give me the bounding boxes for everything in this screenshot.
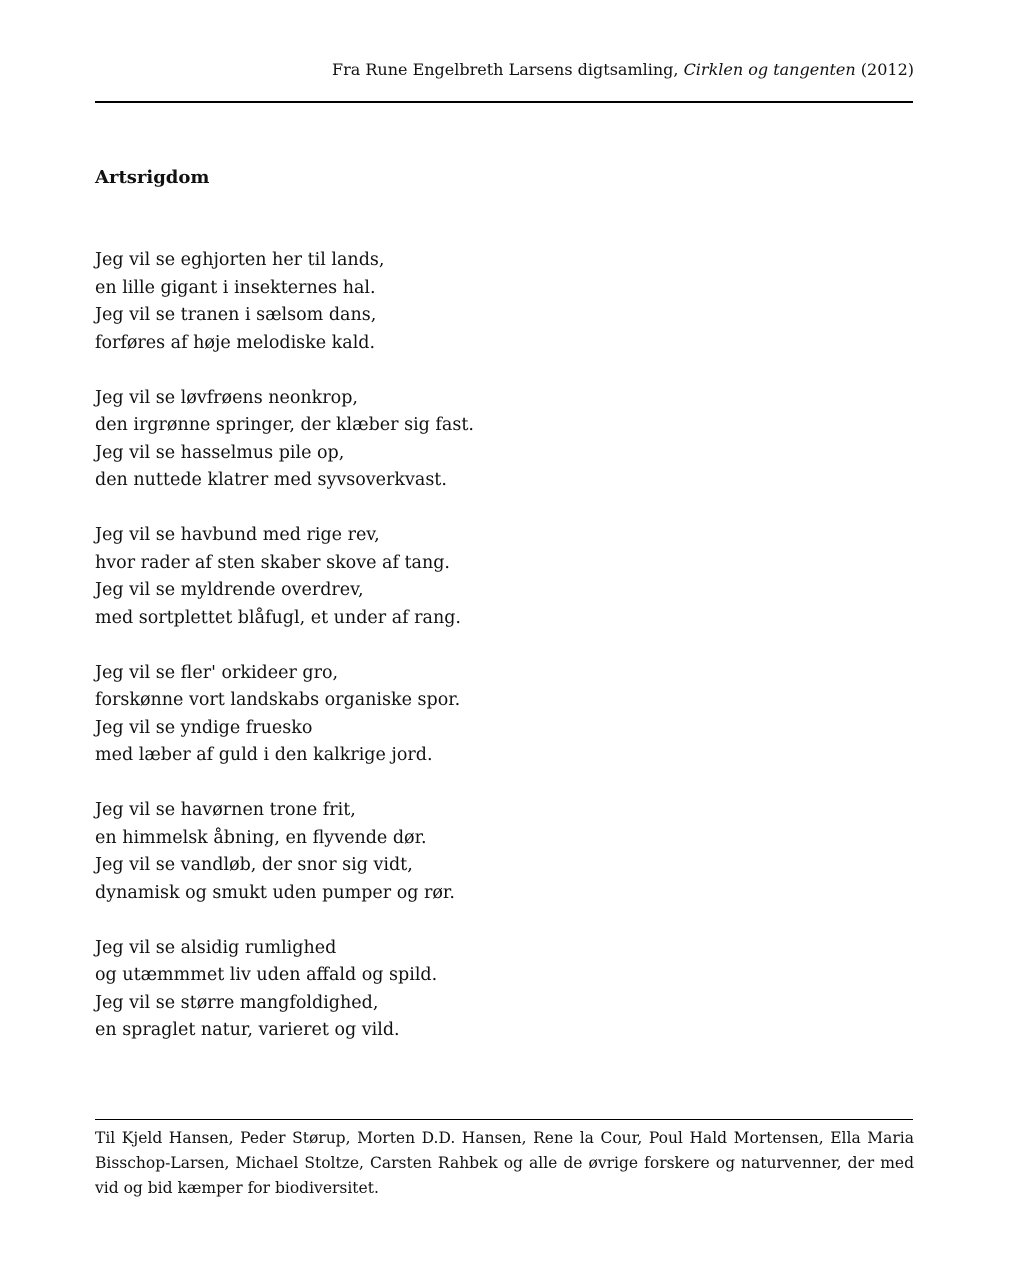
- header-divider: [95, 101, 913, 103]
- stanza: [95, 522, 695, 632]
- poem-line: Jeg vil se havørnen trone frit,: [95, 800, 356, 820]
- dedication-note: Til Kjeld Hansen, Peder Størup, Morten D.D. Hansen, Rene la Cour, Poul Hald Mortensen, Ella Maria Bisschop-Larsen, Michael Stoltze, Carsten Rahbek og alle de øvrige forskere og naturvenner, der med vid og bid kæmper for biodiversitet.: [95, 1129, 914, 1197]
- poem-line: Jeg vil se eghjorten her til lands,: [95, 250, 385, 270]
- poem-line: og utæmmmet liv uden affald og spild.: [95, 965, 438, 985]
- poem-line: en spraglet natur, varieret og vild.: [95, 1020, 400, 1040]
- poem-line: Jeg vil se vandløb, der snor sig vidt,: [95, 855, 413, 875]
- poem-line: Jeg vil se løvfrøens neonkrop,: [95, 387, 358, 408]
- poem-line: en himmelsk åbning, en flyvende dør.: [95, 827, 427, 848]
- book-title: Cirklen og tangenten: [683, 60, 856, 79]
- poem-line: forføres af høje melodiske kald.: [95, 332, 376, 353]
- footer-divider: [95, 1119, 913, 1120]
- poem-line: med sortplettet blåfugl, et under af rang.: [95, 607, 461, 628]
- poem-line: Jeg vil se større mangfoldighed,: [95, 992, 379, 1013]
- poem-line: forskønne vort landskabs organiske spor.: [95, 690, 461, 710]
- poem-line: Jeg vil se havbund med rige rev,: [95, 525, 380, 545]
- poem-line: Jeg vil se yndige fruesko: [95, 717, 313, 738]
- poem-line: Jeg vil se hasselmus pile op,: [95, 442, 345, 463]
- stanza: [95, 247, 695, 357]
- source-header: [95, 60, 914, 80]
- publication-year: (2012): [855, 60, 914, 79]
- stanza: [95, 797, 695, 907]
- stanza: [95, 385, 695, 495]
- poem-line: den nuttede klatrer med syvsoverkvast.: [95, 470, 447, 490]
- poem-line: den irgrønne springer, der klæber sig fast.: [95, 415, 474, 435]
- poem-line: Jeg vil se tranen i sælsom dans,: [95, 305, 377, 325]
- poem-line: Jeg vil se myldrende overdrev,: [95, 580, 364, 600]
- poem-line: med læber af guld i den kalkrige jord.: [95, 745, 433, 765]
- poem-body: [95, 247, 695, 1072]
- poem-line: dynamisk og smukt uden pumper og rør.: [95, 882, 455, 903]
- stanza: [95, 935, 695, 1045]
- poem-line: Jeg vil se alsidig rumlighed: [95, 937, 337, 958]
- poem-line: en lille gigant i insekternes hal.: [95, 277, 376, 298]
- poem-title: Artsrigdom: [95, 167, 210, 188]
- poem-line: hvor rader af sten skaber skove af tang.: [95, 552, 450, 573]
- stanza: [95, 660, 695, 770]
- poem-line: Jeg vil se fler' orkideer gro,: [95, 662, 339, 683]
- source-prefix: Fra Rune Engelbreth Larsens digtsamling,: [331, 60, 684, 79]
